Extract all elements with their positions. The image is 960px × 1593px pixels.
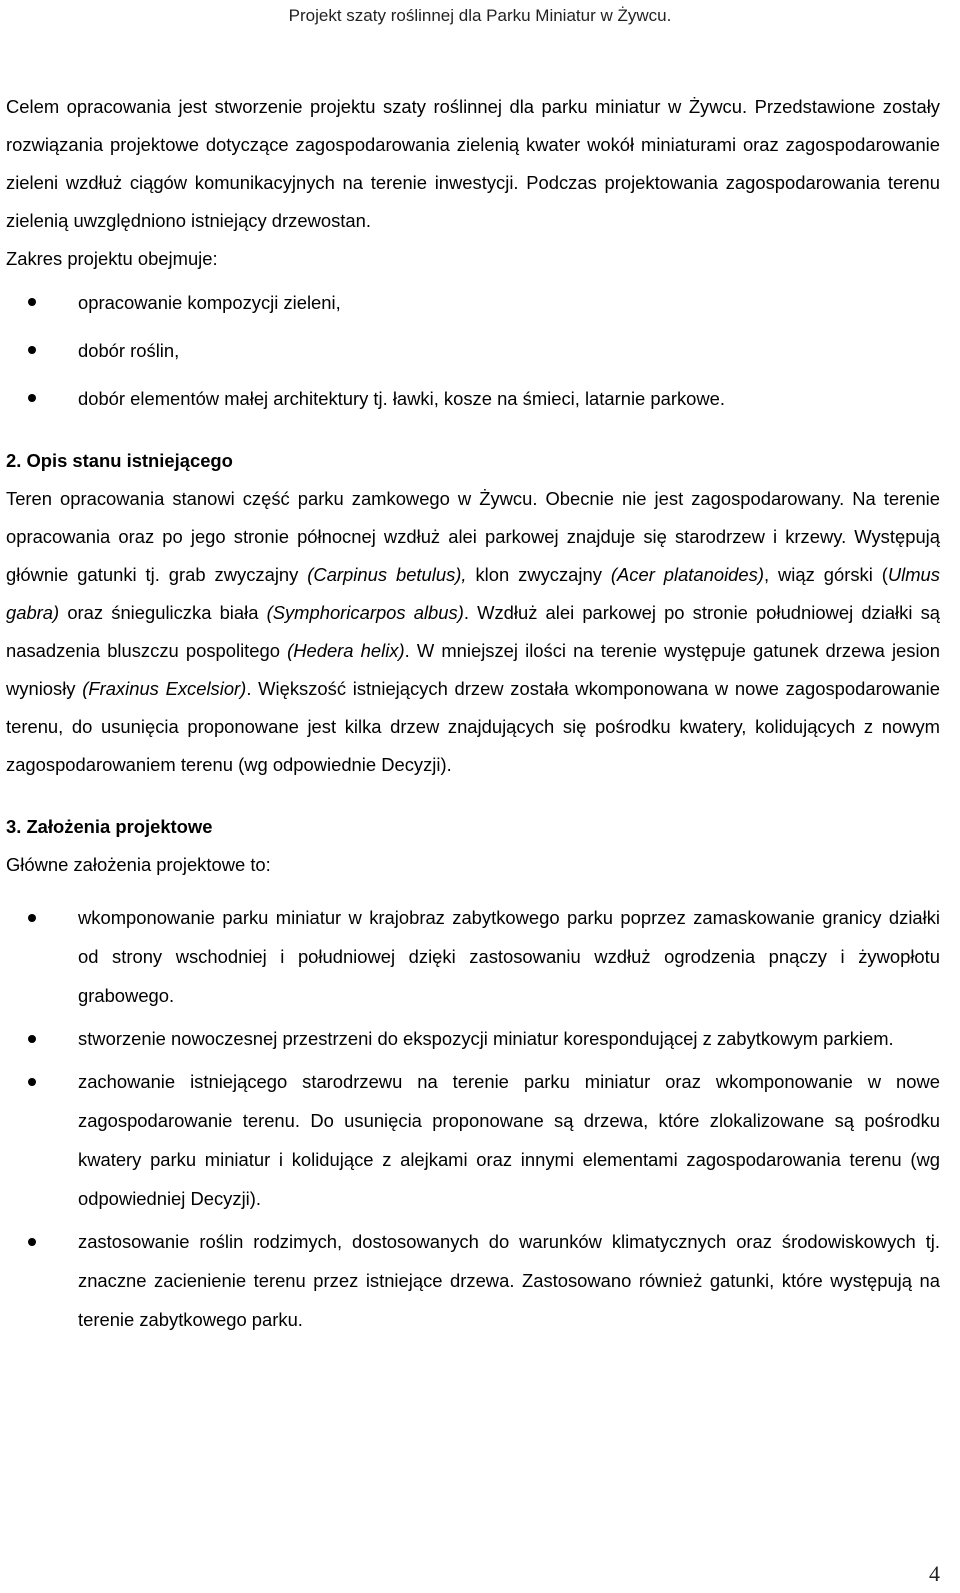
design-assumption-item: wkomponowanie parku miniatur w krajobraz zabytkowego parku poprzez zamaskowanie granicy działki od strony wschodniej i południowej dzięki zastosowaniu wzdłuż ogrodzenia pnączy i żywopłotu grabowego. <box>6 898 940 1015</box>
page-number: 4 <box>929 1561 940 1586</box>
latin-name: (Hedera helix) <box>287 640 405 661</box>
design-assumption-item: stworzenie nowoczesnej przestrzeni do ekspozycji miniatur korespondującej z zabytkowym parkiem. <box>6 1019 940 1058</box>
scope-item: opracowanie kompozycji zieleni, <box>6 284 940 322</box>
latin-name: (Symphoricarpos albus) <box>266 602 464 623</box>
latin-name: (Acer platanoides) <box>610 564 764 585</box>
document-body <box>6 88 940 1343</box>
section-2-heading: 2. Opis stanu istniejącego <box>6 450 233 471</box>
scope-item: dobór roślin, <box>6 332 940 370</box>
intro-paragraph: Celem opracowania jest stworzenie projektu szaty roślinnej dla parku miniatur w Żywcu. Przedstawione zostały rozwiązania projektowe dotyczące zagospodarowania zielenią kwater wokół miniaturami oraz zagospodarowanie zieleni wzdłuż ciągów komunikacyjnych na terenie inwestycji. Podczas projektowania zagospodarowania terenu zielenią uwzględniono istniejący drzewostan. <box>6 96 940 231</box>
scope-label: Zakres projektu obejmuje: <box>6 248 218 269</box>
latin-name: Ulmus gabra) <box>6 564 940 623</box>
latin-name: (Fraxinus Excelsior) <box>82 678 247 699</box>
section-3-intro: Główne założenia projektowe to: <box>6 854 271 875</box>
section-2-paragraph: Teren opracowania stanowi część parku zamkowego w Żywcu. Obecnie nie jest zagospodarowany. Na terenie opracowania oraz po jego stronie północnej wzdłuż alei parkowej znajduje się starodrzew i krzewy. Występują głównie gatunki tj. grab zwyczajny (Carpinus betulus), klon zwyczajny (Acer platanoides), wiąz górski (Ulmus gabra) oraz śnieguliczka biała (Symphoricarpos albus). Wzdłuż alei parkowej po stronie południowej działki są nasadzenia bluszczu pospolitego (Hedera helix). W mniejszej ilości na terenie występuje gatunek drzewa jesion wyniosły (Fraxinus Excelsior). Większość istniejących drzew została wkomponowana w nowe zagospodarowanie terenu, do usunięcia proponowane jest kilka drzew znajdujących się pośrodku kwatery, kolidujących z nowym zagospodarowaniem terenu (wg odpowiednie Decyzji). <box>6 488 941 775</box>
latin-name: (Carpinus betulus), <box>307 564 467 585</box>
section-3-heading: 3. Założenia projektowe <box>6 816 213 837</box>
scope-item: dobór elementów małej architektury tj. ławki, kosze na śmieci, latarnie parkowe. <box>6 380 940 418</box>
design-assumptions-list <box>6 898 940 1339</box>
design-assumption-item: zastosowanie roślin rodzimych, dostosowanych do warunków klimatycznych oraz środowiskowych tj. znaczne zacienienie terenu przez istniejące drzewa. Zastosowano również gatunki, które występują na terenie zabytkowego parku. <box>6 1222 940 1339</box>
design-assumption-item: zachowanie istniejącego starodrzewu na terenie parku miniatur oraz wkomponowanie w nowe zagospodarowanie terenu. Do usunięcia proponowane są drzewa, które zlokalizowane są pośrodku kwatery parku miniatur i kolidujące z alejkami oraz innymi elementami zagospodarowania terenu (wg odpowiedniej Decyzji). <box>6 1062 940 1218</box>
page-header: Projekt szaty roślinnej dla Parku Miniatur w Żywcu. <box>288 6 672 25</box>
scope-list <box>6 284 940 418</box>
